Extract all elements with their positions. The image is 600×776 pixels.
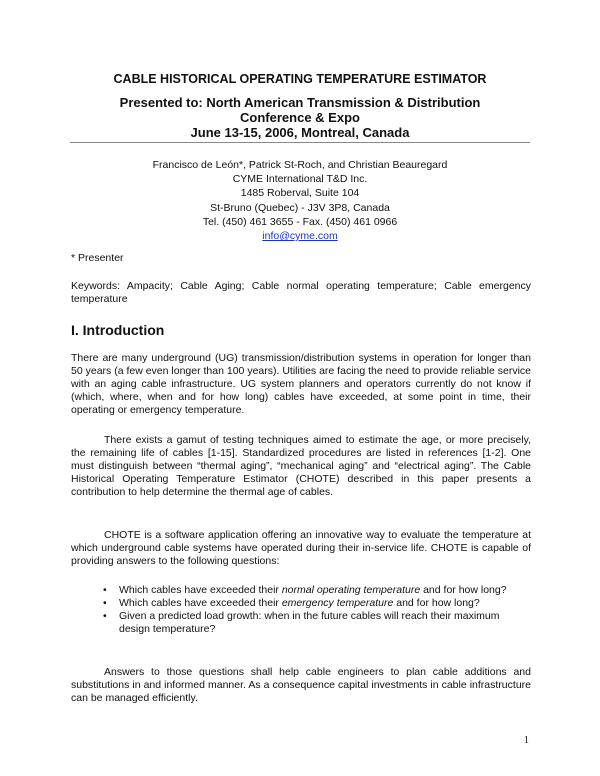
presented-line: Presented to: North American Transmission & Distribution xyxy=(119,95,481,110)
paragraph: There are many underground (UG) transmission/distribution systems in operation for longer than 50 years (a few even longer than 100 years). Utilities are facing the need to provide reliable service with an aging cable infrastructure. UG system planners and operators currently do not know if (which, where, when and for how long) cables have exceeded, at some point in time, their operating or emergency temperature. xyxy=(71,352,531,417)
list-item: • Which cables have exceeded their emergency temperature and for how long? xyxy=(103,597,480,610)
keywords: Keywords: Ampacity; Cable Aging; Cable normal operating temperature; Cable emergency temperature xyxy=(71,280,531,306)
presented-line: June 13-15, 2006, Montreal, Canada xyxy=(190,125,410,140)
address-line: St-Bruno (Quebec) - J3V 3P8, Canada xyxy=(210,201,390,214)
affiliation-line: CYME International T&D Inc. xyxy=(232,173,368,186)
section-heading: I. Introduction xyxy=(71,322,165,338)
paper-title: CABLE HISTORICAL OPERATING TEMPERATURE ESTIMATOR xyxy=(113,72,487,86)
paragraph: CHOTE is a software application offering an innovative way to evaluate the temperature at which underground cable systems have operated during their in-service life. CHOTE is capable of providing answers to the following questions: xyxy=(71,529,531,568)
presented-to-block xyxy=(60,95,540,140)
bullet-icon: • xyxy=(103,584,107,596)
paragraph: There exists a gamut of testing techniques aimed to estimate the age, or more precisely, the remaining life of cables [1-15]. Standardized procedures are listed in references [1-2]. One must distinguish between “thermal aging”, “mechanical aging” and “electrical aging”. The Cable Historical Operating Temperature Estimator (CHOTE) described in this paper presents a contribution to help determine the thermal age of cables. xyxy=(71,434,531,499)
author-block xyxy=(60,158,540,243)
list-item: • Which cables have exceeded their normal operating temperature and for how long? xyxy=(103,584,507,596)
authors-line: Francisco de León*, Patrick St-Roch, and Christian Beauregard xyxy=(152,159,448,171)
presented-line: Conference & Expo xyxy=(240,110,360,125)
page-number: 1 xyxy=(523,735,529,746)
question-list xyxy=(103,584,531,636)
list-item: • Given a predicted load growth: when in the future cables will reach their maximum design temperature? xyxy=(103,610,500,636)
presenter-note: * Presenter xyxy=(71,252,124,264)
bullet-icon: • xyxy=(103,610,107,623)
bullet-icon: • xyxy=(103,597,107,610)
phone-fax-line: Tel. (450) 461 3655 - Fax. (450) 461 0966 xyxy=(202,215,398,228)
email-link[interactable]: info@cyme.com xyxy=(262,230,338,243)
title-divider xyxy=(70,142,530,143)
address-line: 1485 Roberval, Suite 104 xyxy=(240,187,360,200)
paragraph: Answers to those questions shall help cable engineers to plan cable additions and substitutions in and informed manner. As a consequence capital investments in cable infrastructure can be managed efficiently. xyxy=(71,666,531,705)
